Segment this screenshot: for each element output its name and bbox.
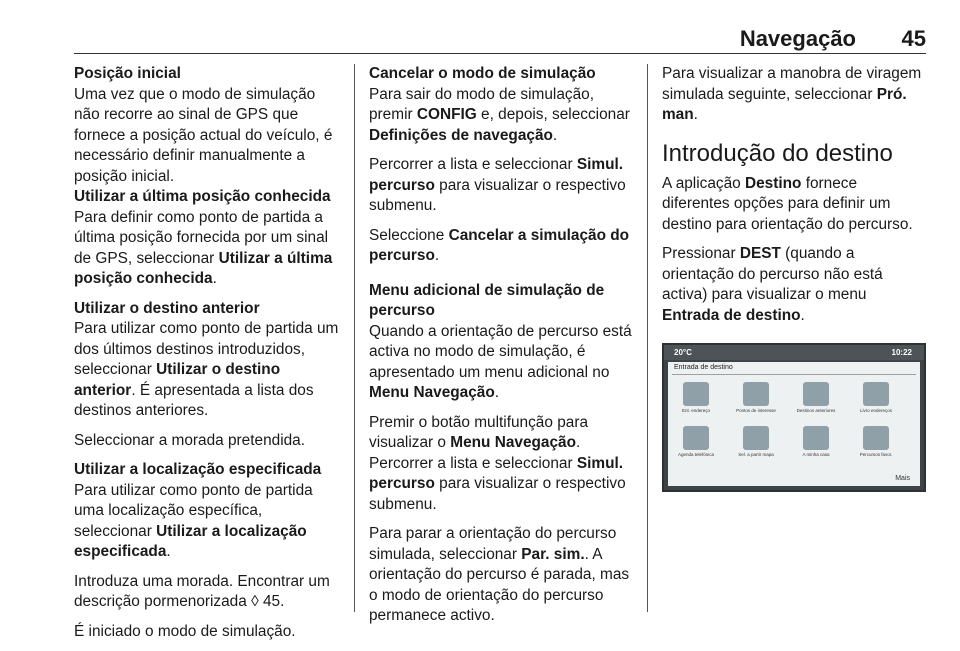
chapter-heading: Introdução do destino [662, 139, 893, 167]
tile-points-of-interest: Pontos de interesse [736, 382, 776, 420]
column-3 [662, 64, 928, 335]
column-1 [74, 64, 344, 651]
tile-address-book: Livro endereços [856, 382, 896, 420]
section-heading: Utilizar o destino anterior [74, 299, 260, 317]
paragraph: Percorrer a lista e seleccionar Simul. percurso para visualizar o respectivo submenu. [369, 156, 626, 214]
infotainment-screenshot [662, 343, 926, 492]
paragraph: Para sair do modo de simulação, premir CONFIG e, depois, seleccionar Definições de navegação. [369, 85, 630, 144]
section-heading: Menu adicional de simulação de percurso [369, 281, 605, 319]
destination-menu-panel [668, 362, 920, 486]
section-heading: Utilizar a última posição conhecida [74, 188, 331, 205]
page-header [74, 26, 926, 50]
paragraph: Para utilizar como ponto de partida um dos últimos destinos introduzidos, seleccionar Utilizar o destino anterior. É apresentada a lista dos destinos anteriores. [74, 320, 339, 419]
paragraph: Seleccione Cancelar a simulação do percurso. [369, 226, 630, 264]
more-label: Mais [895, 475, 910, 482]
tile-phone-book: Agenda telefónica [676, 426, 716, 464]
clock-readout: 10:22 [891, 348, 912, 357]
paragraph: Percorrer a lista e seleccionar Simul. percurso para visualizar o respectivo submenu. [369, 454, 626, 513]
map-icon [743, 426, 769, 450]
paragraph: Pressionar DEST (quando a orientação do percurso não está activa) para visualizar o menu Entrada de destino. [662, 245, 883, 324]
tile-my-home: A minha casa [796, 426, 836, 464]
page-title: Navegação [739, 26, 856, 51]
section-heading: Utilizar a localização especificada [74, 461, 322, 478]
paragraph: Para utilizar como ponto de partida uma localização específica, seleccionar Utilizar a localização especificada. [74, 481, 313, 560]
paragraph: Para parar a orientação do percurso simulada, seleccionar Par. sim.. A orientação do percurso é parada, mas o modo de orientação do percurso permanece activo. [369, 525, 630, 624]
page-number: 45 [901, 26, 926, 51]
status-bar [664, 345, 924, 360]
column-divider [647, 64, 648, 612]
menu-title: Entrada de destino [674, 364, 733, 371]
address-icon [683, 382, 709, 406]
section-heading: Posição inicial [74, 65, 181, 82]
phone-book-icon [683, 426, 709, 450]
home-icon [803, 426, 829, 450]
menu-divider [672, 374, 916, 375]
route-icon [863, 426, 889, 450]
tile-favourite-routes: Percursos favor. [856, 426, 896, 464]
column-divider [354, 64, 355, 612]
paragraph: Quando a orientação de percurso está activa no modo de simulação, é apresentado um menu adicional no Menu Navegação. [369, 322, 632, 401]
header-rule [74, 53, 926, 54]
poi-icon [743, 382, 769, 406]
paragraph: Para visualizar a manobra de viragem simulada seguinte, seleccionar Pró. man. [662, 65, 922, 123]
paragraph: Premir o botão multifunção para visualizar o Menu Navegação. [369, 413, 589, 451]
temperature-readout: 20°C [674, 348, 692, 357]
paragraph: Seleccionar a morada pretendida. [74, 431, 306, 449]
paragraph: Uma vez que o modo de simulação não recorre ao sinal de GPS que fornece a posição actual do veículo, é necessário definir manualmente a posição inicial. [74, 85, 333, 185]
address-book-icon [863, 382, 889, 406]
tile-previous-destinations: Destinos anteriores [796, 382, 836, 420]
paragraph: É iniciado o modo de simulação. [74, 622, 296, 640]
paragraph: A aplicação Destino fornece diferentes opções para definir um destino para orientação do percurso. [662, 174, 913, 233]
column-2 [369, 64, 637, 636]
tile-select-from-map: Sel. a partir mapa [736, 426, 776, 464]
paragraph: Introduza uma morada. Encontrar um descrição pormenorizada ◊ 45. [74, 572, 330, 610]
paragraph: Para definir como ponto de partida a última posição fornecida por um sinal de GPS, seleccionar Utilizar a última posição conhecida. [74, 208, 333, 287]
history-icon [803, 382, 829, 406]
section-heading: Cancelar o modo de simulação [369, 65, 596, 82]
tile-enter-address: Ent. endereço [676, 382, 716, 420]
